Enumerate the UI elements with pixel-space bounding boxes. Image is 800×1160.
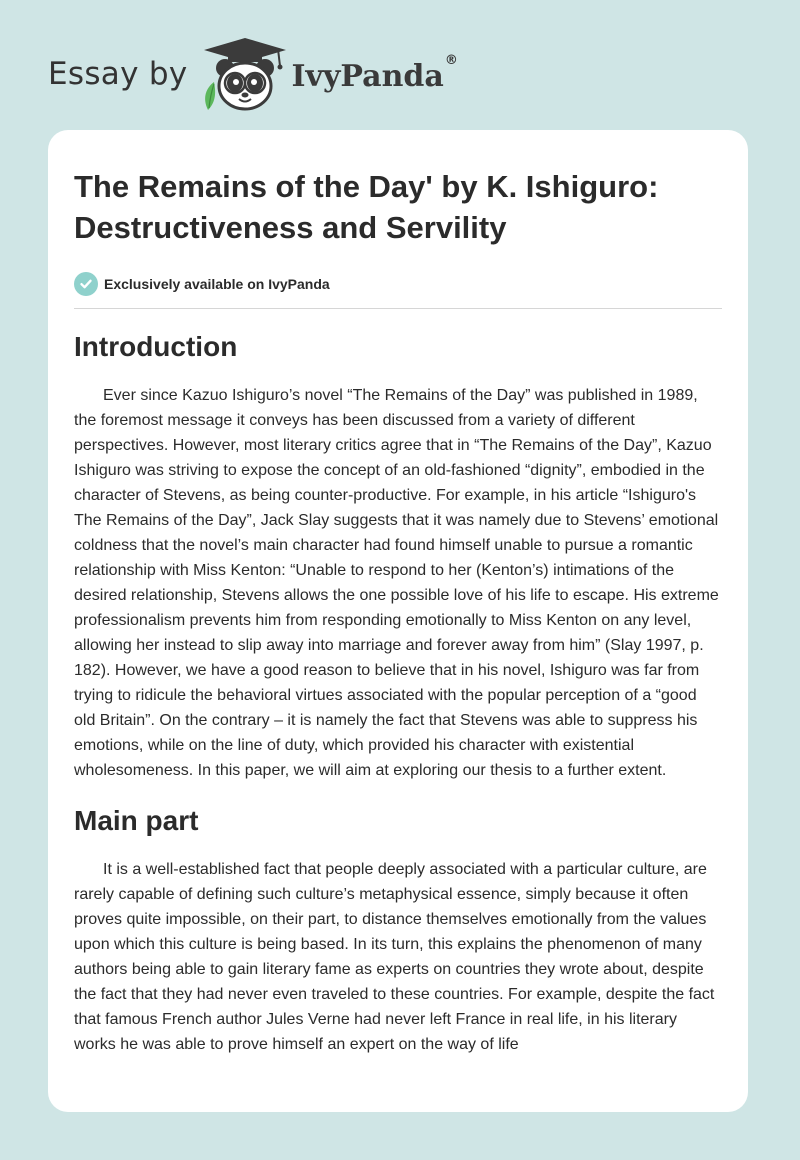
brand-name: IvyPanda® — [291, 52, 458, 94]
exclusive-badge — [74, 270, 722, 298]
panda-logo-icon — [200, 36, 290, 112]
essay-title: The Remains of the Day' by K. Ishiguro: Destructiveness and Servility — [74, 169, 659, 245]
section-heading: Introduction — [74, 331, 238, 362]
section-paragraph: Ever since Kazuo Ishiguro’s novel “The Remains of the Day” was published in 1989, the foremost message it conveys has been discussed from a variety of different perspectives. However, most literary critics agree that in “The Remains of the Day”, Kazuo Ishiguro was striving to expose the concept of an old-fashioned “dignity”, embodied in the character of Stevens, as being counter-productive. For example, in his article “Ishiguro's The Remains of the Day”, Jack Slay suggests that it was namely due to Stevens’ emotional coldness that the novel’s main character had found himself unable to pursue a romantic relationship with Miss Kenton: “Unable to respond to her (Kenton’s) intimations of the desired relationship, Stevens allows the one possible love of his life to escape. His extreme professionalism prevents him from responding emotionally to Miss Kenton on any level, allowing her instead to slip away into marriage and forever away from him” (Slay 1997, p. 182). However, we have a good reason to believe that in his novel, Ishiguro was far from trying to ridicule the behavioral virtues associated with the popular perception of a “good old Britain”. On the contrary – it is namely the fact that Stevens was able to suppress his emotions, while on the line of duty, which provided his character with existential wholesomeness. In this paper, we will aim at exploring our thesis to a further extent. — [74, 387, 719, 779]
section-paragraph: It is a well-established fact that people deeply associated with a particular culture, are rarely capable of defining such culture’s metaphysical essence, simply because it often proves quite impossible, on their part, to distance themselves emotionally from the values upon which this culture is being based. In its turn, this explains the phenomenon of many authors being able to gain literary fame as experts on countries they wrote about, despite the fact that they had never even traveled to these countries. For example, despite the fact that famous French author Jules Verne had never left France in real life, in his literary works he was able to prove himself an expert on the way of life — [74, 861, 715, 1053]
section-introduction — [74, 329, 722, 783]
exclusive-label: Exclusively available on IvyPanda — [104, 276, 330, 292]
check-icon — [74, 272, 98, 296]
essay-card — [48, 130, 748, 1112]
site-header[interactable] — [48, 34, 458, 114]
divider — [74, 308, 722, 309]
section-heading: Main part — [74, 805, 199, 836]
section-main-part — [74, 803, 722, 1057]
essay-by-label: Essay by — [48, 56, 188, 92]
registered-mark: ® — [444, 52, 458, 68]
